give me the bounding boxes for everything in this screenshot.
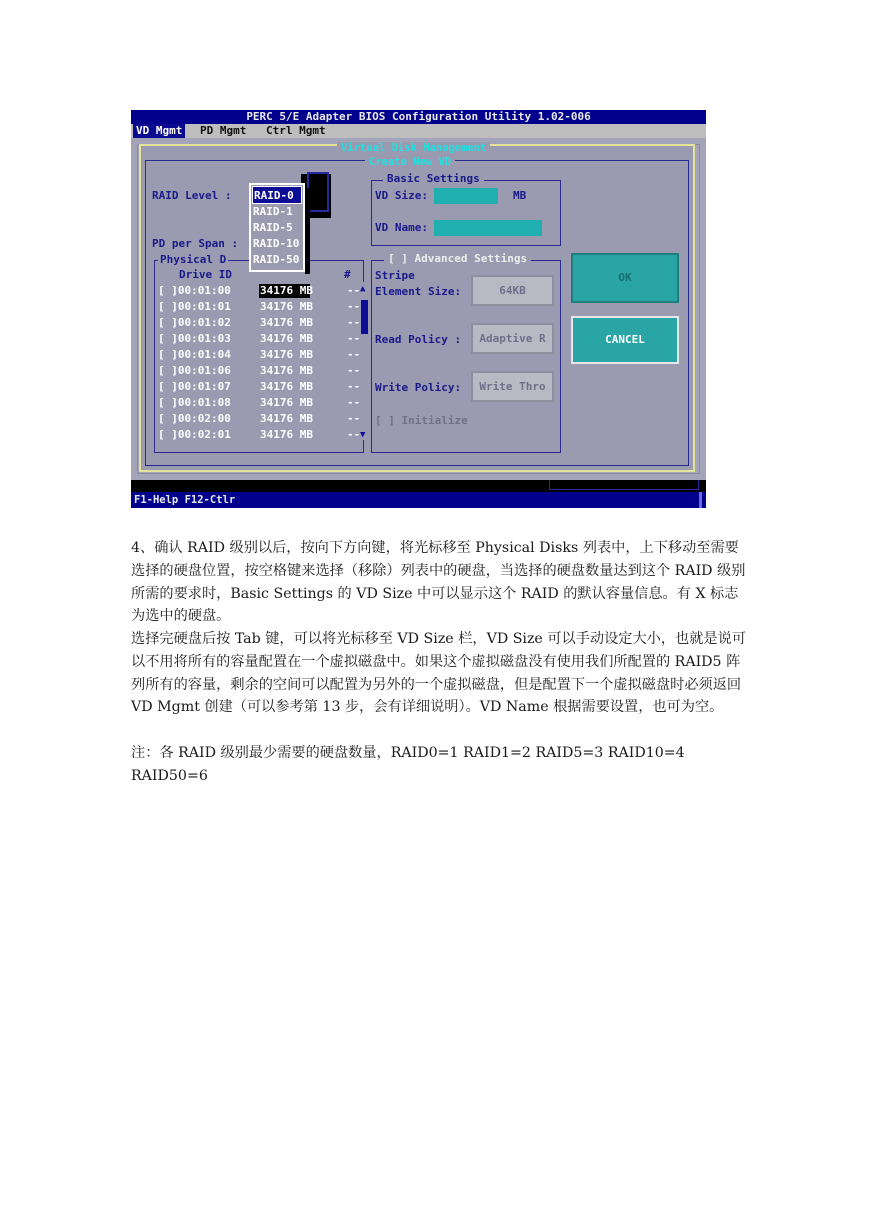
pd-per-span-label: PD per Span : xyxy=(152,237,239,250)
scroll-down-arrow-icon[interactable]: ▼ xyxy=(360,430,366,440)
vd-name-input[interactable] xyxy=(434,220,542,236)
basic-settings-title: Basic Settings xyxy=(383,172,484,186)
raid-option[interactable]: RAID-5 xyxy=(253,221,293,234)
panel-edge xyxy=(549,480,699,490)
disk-row[interactable]: [ ]00:02:00 34176 MB -- xyxy=(158,412,361,425)
paragraph-note: 注：各 RAID 级别最少需要的硬盘数量，RAID0=1 RAID1=2 RAID5=3 RAID10=4 RAID50=6 xyxy=(131,745,685,784)
advanced-settings-checkbox[interactable]: [ ] Advanced Settings xyxy=(384,252,531,266)
raid-option[interactable]: RAID-1 xyxy=(253,205,293,218)
hash-header: # xyxy=(344,268,351,281)
menu-ctrl-mgmt[interactable]: Ctrl Mgmt xyxy=(266,124,326,137)
menu-vd-mgmt[interactable]: VD Mgmt xyxy=(133,124,185,138)
bios-title: PERC 5/E Adapter BIOS Configuration Utility 1.02-006 xyxy=(131,110,706,124)
write-policy-select[interactable]: Write Thro xyxy=(471,371,554,402)
read-policy-select[interactable]: Adaptive R xyxy=(471,323,554,354)
bios-menu-bar xyxy=(131,124,706,138)
dropdown-shadow-frame xyxy=(307,172,329,212)
ok-button[interactable] xyxy=(571,253,679,303)
disk-row[interactable]: [ ]00:01:01 34176 MB -- xyxy=(158,300,361,313)
cancel-button-label: CANCEL xyxy=(605,333,645,346)
vd-size-input[interactable] xyxy=(434,188,498,204)
raid-option[interactable]: RAID-10 xyxy=(253,237,300,250)
dropdown-list-shadow xyxy=(305,188,310,274)
element-size-label: Element Size: xyxy=(375,285,462,298)
element-size-select[interactable]: 64KB xyxy=(471,275,554,306)
raid-level-label: RAID Level : xyxy=(152,189,232,202)
stripe-label: Stripe xyxy=(375,269,415,282)
initialize-checkbox[interactable]: [ ] Initialize xyxy=(375,414,468,427)
disk-row[interactable]: [ ]00:01:00 34176 MB -- xyxy=(158,284,361,297)
scrollbar-thumb[interactable] xyxy=(361,300,368,334)
vd-name-label: VD Name: xyxy=(375,221,428,234)
status-bar-edge xyxy=(699,492,702,508)
disk-row[interactable]: [ ]00:01:07 34176 MB -- xyxy=(158,380,361,393)
disk-row[interactable]: [ ]00:01:08 34176 MB -- xyxy=(158,396,361,409)
raid-option-selected[interactable]: RAID-0 xyxy=(252,186,302,204)
read-policy-label: Read Policy : xyxy=(375,333,462,346)
raid-option[interactable]: RAID-50 xyxy=(253,253,300,266)
disk-row[interactable]: [ ]00:01:03 34176 MB -- xyxy=(158,332,361,345)
disk-row[interactable]: [ ]00:02:01 34176 MB -- xyxy=(158,428,361,441)
ok-button-label: OK xyxy=(618,271,632,284)
menu-pd-mgmt[interactable]: PD Mgmt xyxy=(200,124,247,137)
vd-size-unit: MB xyxy=(513,189,527,202)
cancel-button[interactable] xyxy=(571,316,679,364)
drive-id-header: Drive ID xyxy=(179,268,232,281)
disk-row[interactable]: [ ]00:01:04 34176 MB -- xyxy=(158,348,361,361)
paragraph-tab-key: 选择完硬盘后按 Tab 键，可以将光标移至 VD Size 栏，VD Size 可以手动设定大小，也就是说可以不用将所有的容量配置在一个虚拟磁盘中。如果这个虚拟磁盘没有使用我们所配置的 RAID5 阵列所有的容量，剩余的空间可以配置为另外的一个虚拟磁盘，但是配置下一个虚拟磁盘时必须返回 VD Mgmt 创建（可以参考第 13 步，会有详细说明）。VD Name 根据需要设置，也可为空。 xyxy=(131,631,746,716)
vd-management-title: Virtual Disk Management xyxy=(337,142,490,155)
status-bar: F1-Help F12-Ctlr xyxy=(131,492,706,508)
scroll-up-arrow-icon[interactable]: ▲ xyxy=(360,284,366,294)
disk-row[interactable]: [ ]00:01:02 34176 MB -- xyxy=(158,316,361,329)
create-vd-title: Create New VD xyxy=(365,156,455,168)
disk-row[interactable]: [ ]00:01:06 34176 MB -- xyxy=(158,364,361,377)
paragraph-step-4: 4、确认 RAID 级别以后，按向下方向键，将光标移至 Physical Disks 列表中，上下移动至需要选择的硬盘位置，按空格键来选择（移除）列表中的硬盘，当选择的硬盘数量达到这个 RAID 级别所需的要求时，Basic Settings 的 VD Size 中可以显示这个 RAID 的默认容量信息。有 X 标志为选中的硬盘。 xyxy=(131,540,746,625)
vd-size-label: VD Size: xyxy=(375,189,428,202)
physical-disks-title: Physical D xyxy=(160,253,227,266)
write-policy-label: Write Policy: xyxy=(375,381,462,394)
bios-screenshot xyxy=(131,110,706,508)
